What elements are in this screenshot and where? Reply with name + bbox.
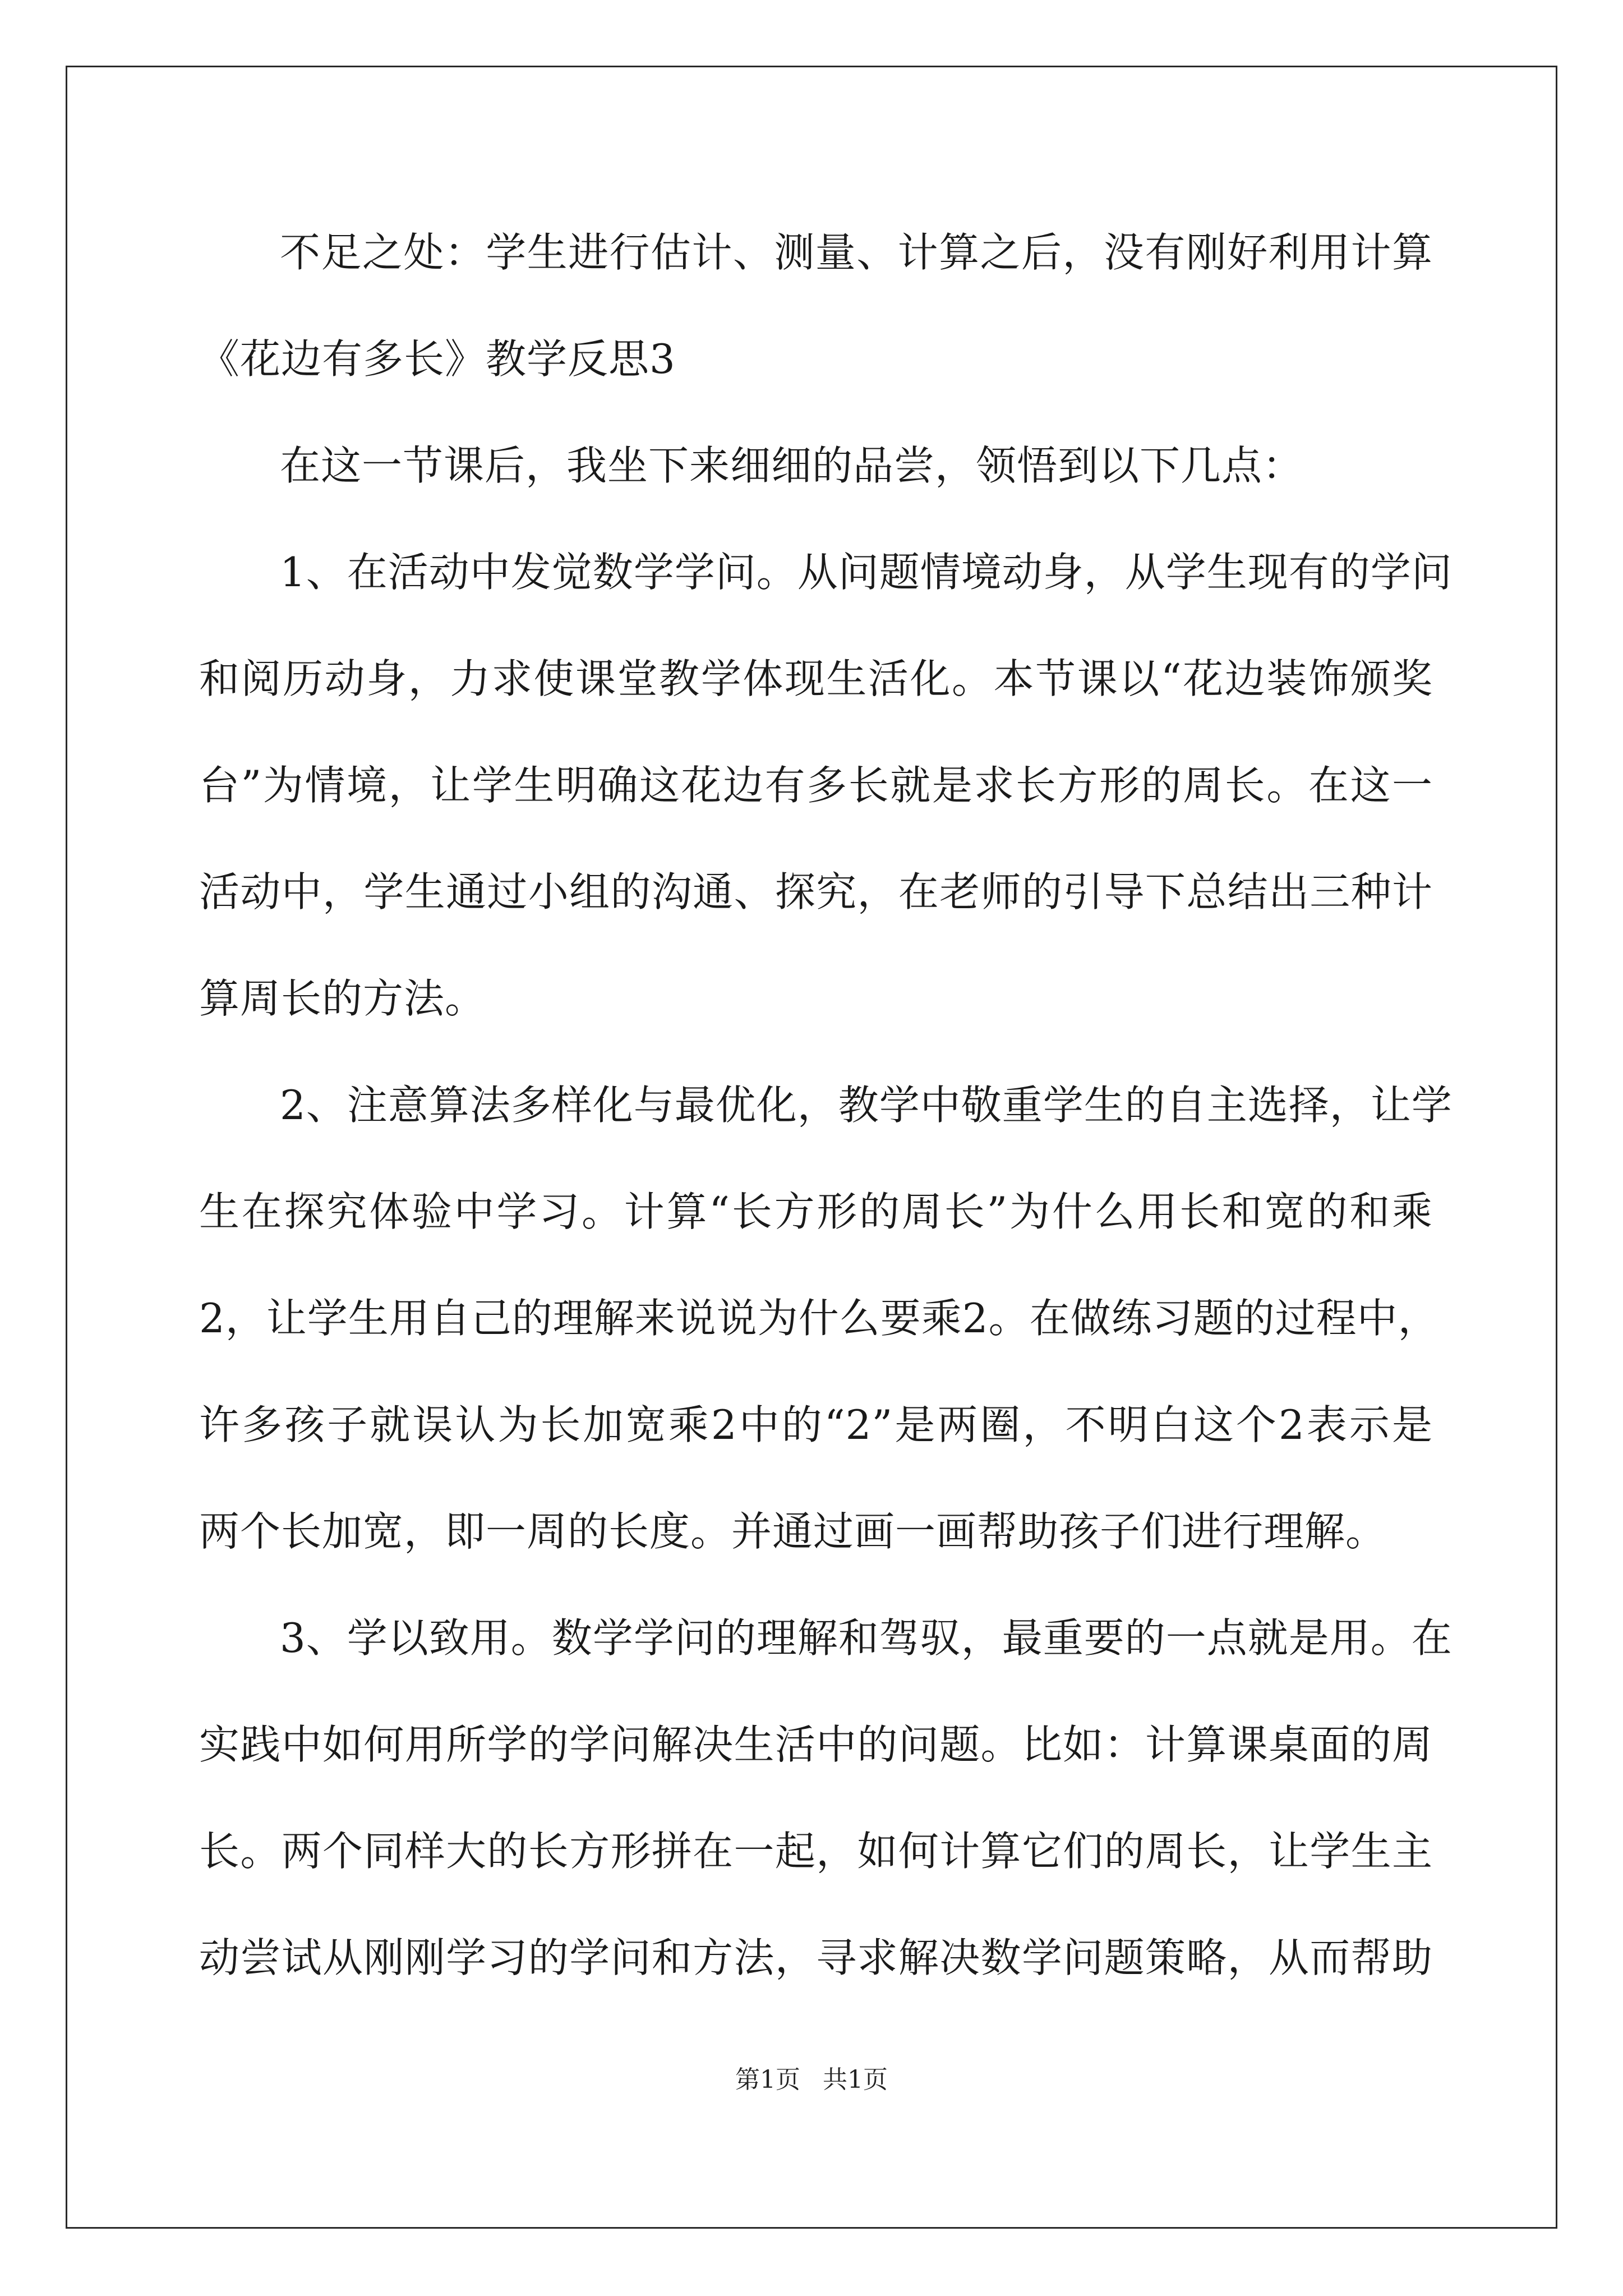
paragraph-line: 和阅历动身，力求使课堂教学体现生活化。本节课以“花边装饰颁奖 <box>199 655 1433 702</box>
paragraph-line: 2，让学生用自己的理解来说说为什么要乘2。在做练习题的过程中， <box>199 1295 1439 1342</box>
paragraph-line: 生在探究体验中学习。计算“长方形的周长”为什么用长和宽的和乘 <box>199 1188 1433 1235</box>
paragraph-line: 长。两个同样大的长方形拼在一起，如何计算它们的周长，让学生主 <box>199 1828 1433 1875</box>
paragraph-line: 算周长的方法。 <box>199 975 486 1022</box>
page-footer <box>0 2063 1623 2097</box>
paragraph-line: 实践中如何用所学的学问解决生活中的问题。比如：计算课桌面的周 <box>199 1721 1433 1768</box>
paragraph-line: 活动中，学生通过小组的沟通、探究，在老师的引导下总结出三种计 <box>199 868 1433 915</box>
page-total: 共1页 <box>823 2065 888 2094</box>
paragraph-line: 1、在活动中发觉数学学问。从问题情境动身，从学生现有的学问 <box>280 549 1453 596</box>
paragraph-line: 2、注意算法多样化与最优化，教学中敬重学生的自主选择，让学 <box>280 1082 1453 1129</box>
section-heading: 《花边有多长》教学反思3 <box>199 335 676 383</box>
paragraph-line: 不足之处：学生进行估计、测量、计算之后，没有刚好利用计算 <box>280 229 1433 276</box>
paragraph-line: 许多孩子就误认为长加宽乘2中的“2”是两圈，不明白这个2表示是 <box>199 1401 1433 1448</box>
page-border <box>66 66 1557 2229</box>
paragraph-line: 在这一节课后，我坐下来细细的品尝，领悟到以下几点： <box>280 442 1304 489</box>
paragraph-line: 两个长加宽，即一周的长度。并通过画一画帮助孩子们进行理解。 <box>199 1508 1387 1555</box>
paragraph-line: 台”为情境，让学生明确这花边有多长就是求长方形的周长。在这一 <box>199 762 1433 809</box>
paragraph-line: 动尝试从刚刚学习的学问和方法，寻求解决数学问题策略，从而帮助 <box>199 1934 1433 1981</box>
paragraph-line: 3、学以致用。数学学问的理解和驾驭，最重要的一点就是用。在 <box>280 1614 1453 1662</box>
page-number: 第1页 <box>735 2065 800 2094</box>
